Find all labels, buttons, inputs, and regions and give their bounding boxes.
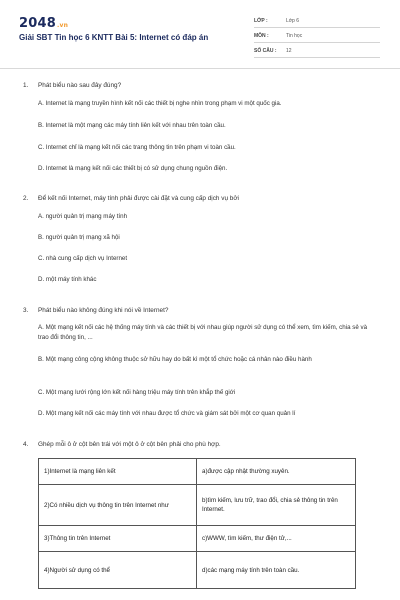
- header-divider: [0, 68, 400, 69]
- question-2-option-a[interactable]: A. người quản trị mạng máy tính: [38, 213, 128, 220]
- question-number: 4.: [23, 441, 29, 448]
- table-row: [39, 526, 356, 552]
- table-row: [39, 459, 356, 485]
- document-title: Giải SBT Tin học 6 KNTT Bài 5: Internet có đáp án: [19, 33, 209, 42]
- meta-label-question-count: SỐ CÂU :: [254, 48, 277, 54]
- match-right-cell: b)tìm kiếm, lưu trữ, trao đổi, chia sẻ thông tin trên Internet.: [197, 485, 356, 526]
- question-2-option-b[interactable]: B. người quản trị mạng xã hội: [38, 234, 120, 241]
- meta-row-subject: [254, 31, 380, 43]
- question-text: Để kết nối Internet, máy tính phải được cài đặt và cung cấp dịch vụ bởi: [38, 195, 239, 202]
- logo-main-text: 2048: [19, 16, 56, 31]
- question-1-option-a[interactable]: A. Internet là mạng truyền hình kết nối các thiết bị nghe nhìn trong phạm vi một quốc gia.: [38, 100, 282, 107]
- question-3-option-a[interactable]: A. Một mạng kết nối các hệ thống máy tính và các thiết bị với nhau giúp người sử dụng có thể xem, tìm kiếm, chia sẻ và trao đổi thông tin, ...: [38, 324, 368, 341]
- table-row: [39, 485, 356, 526]
- meta-value-question-count: 12: [286, 48, 292, 54]
- match-left-cell: 2)Có nhiều dịch vụ thông tin trên Internet như: [39, 485, 197, 526]
- question-text: Ghép mỗi ô ở cột bên trái với một ô ở cột bên phải cho phù hợp.: [38, 441, 221, 448]
- site-logo[interactable]: [19, 16, 68, 31]
- question-text: Phát biểu nào không đúng khi nói về Internet?: [38, 307, 169, 314]
- question-text: Phát biểu nào sau đây đúng?: [38, 82, 122, 89]
- meta-label-subject: MÔN :: [254, 33, 269, 39]
- question-3-option-d[interactable]: D. Một mạng kết nối các máy tính với nhau được tổ chức và giám sát bởi một cơ quan quản lí: [38, 410, 296, 417]
- question-1-option-c[interactable]: C. Internet chỉ là mạng kết nối các trang thông tin trên phạm vi toàn cầu.: [38, 144, 236, 151]
- matching-table: [38, 458, 356, 589]
- match-right-cell: d)các mạng máy tính trên toàn cầu.: [197, 552, 356, 589]
- question-2-option-d[interactable]: D. một máy tính khác: [38, 276, 97, 283]
- page-header: [0, 0, 400, 62]
- question-number: 1.: [23, 82, 29, 89]
- meta-value-grade: Lớp 6: [286, 18, 300, 24]
- match-right-cell: c)WWW, tìm kiếm, thư điện tử,...: [197, 526, 356, 552]
- meta-value-subject: Tin học: [286, 33, 303, 39]
- meta-row-question-count: [254, 46, 380, 58]
- logo-suffix-text: .vn: [56, 22, 69, 29]
- question-number: 3.: [23, 307, 29, 314]
- question-number: 2.: [23, 195, 29, 202]
- match-left-cell: 3)Thông tin trên Internet: [39, 526, 197, 552]
- question-3-option-c[interactable]: C. Một mạng lưới rộng lớn kết nối hàng triệu máy tính trên khắp thế giới: [38, 389, 236, 396]
- match-left-cell: 1)Internet là mạng liên kết: [39, 459, 197, 485]
- question-1-option-b[interactable]: B. Internet là một mạng các máy tính liên kết với nhau trên toàn cầu.: [38, 122, 226, 129]
- question-3-option-b[interactable]: B. Một mạng công cộng không thuộc sở hữu hay do bất kì một tổ chức hoặc cá nhân nào điều hành: [38, 356, 312, 363]
- match-left-cell: 4)Người sử dụng có thể: [39, 552, 197, 589]
- match-right-cell: a)được cập nhật thường xuyên.: [197, 459, 356, 485]
- question-2-option-c[interactable]: C. nhà cung cấp dịch vụ Internet: [38, 255, 128, 262]
- question-1-option-d[interactable]: D. Internet là mạng kết nối các thiết bị có sử dụng chung nguồn điện.: [38, 165, 228, 172]
- table-row: [39, 552, 356, 589]
- meta-row-grade: [254, 16, 380, 28]
- meta-label-grade: LỚP :: [254, 18, 268, 24]
